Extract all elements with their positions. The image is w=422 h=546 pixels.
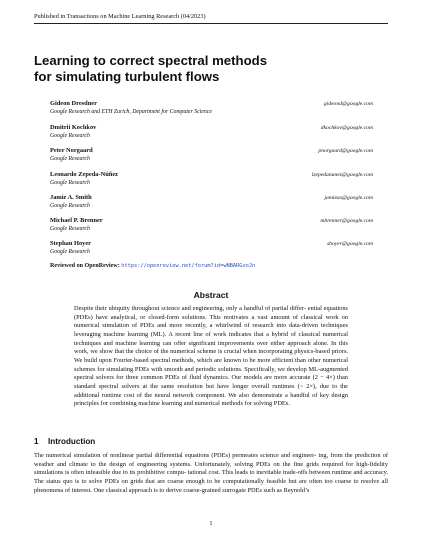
author-name: Gideon Dresdner	[50, 100, 97, 107]
section-number: 1	[34, 437, 39, 446]
abstract-heading: Abstract	[193, 290, 229, 300]
intro-line: The numerical simulation of nonlinear partial differential equations (PDEs) permeates science and engineer-	[34, 452, 317, 459]
paper-title	[34, 53, 267, 84]
section-title: Introduction	[48, 437, 96, 446]
author-email: lzepedanunez@google.com	[311, 172, 373, 178]
abstract-line: of the numerical scheme is crucial when incorporating physics-based priors. We build upon	[74, 348, 348, 364]
abstract-line: schemes for simulating PDEs with smooth and periodic solutions. Specifically, we develop	[74, 365, 309, 373]
page-number: 1	[209, 520, 213, 527]
intro-line: PDEs on the fine grids required for high-fidelity simulations is often infeasible due to its prohibitive compu-	[34, 460, 388, 477]
author-name: Stephan Hoyer	[50, 240, 92, 247]
author-email: pnorgaard@google.com	[318, 148, 373, 154]
author-affiliation: Google Research	[50, 226, 90, 232]
abstract-line: work indicates that a hybrid of classical numerical techniques and machine learning can offer	[74, 330, 348, 347]
author-email: dkochkov@google.com	[320, 125, 373, 131]
author-affiliation: Google Research	[50, 203, 90, 209]
abstract-line: learning and numerical methods for solving PDEs.	[161, 400, 290, 408]
abstract-line: Fourier-based spectral methods, which are known to be more efficient than other numerical	[113, 356, 348, 364]
abstract-line: ential equations (PDEs) have analytical, or closed-form solutions. This motivates a vast	[74, 305, 348, 321]
intro-line: ing, from the prediction of weather and climate to the design of engineering systems. Unfortunately, solving	[34, 452, 388, 468]
intro-line: phenomena of interest. One classical approach is to derive coarse-grained surrogate PDEs such as Reynold’s	[34, 486, 310, 494]
abstract-line: significant improvements over either approach alone. In this work, we show that the choice	[74, 339, 348, 356]
author-affiliation: Google Research	[50, 156, 90, 162]
author-name: Leonardo Zepeda-Núñez	[50, 171, 118, 178]
abstract-line: ML-augmented spectral solvers for three common PDEs of fluid dynamics. Our models	[74, 365, 348, 382]
author-name: Peter Norgaard	[50, 147, 93, 154]
author-email: mbrenner@google.com	[320, 218, 373, 224]
openreview-line	[50, 263, 255, 269]
section-heading	[34, 437, 95, 446]
title-line: for simulating turbulent flows	[34, 68, 220, 84]
author-name: Jamie A. Smith	[50, 194, 92, 201]
abstract-body	[74, 305, 348, 409]
abstract-line: of research into data-driven techniques leveraging machine learning (ML). A recent line of	[74, 322, 348, 338]
author-name: Dmitrii Kochkov	[50, 124, 97, 131]
intro-line: PDEs on grids that are coarse enough to be computationally feasible but are often too coarse to resolve all	[104, 477, 388, 485]
abstract-line: Despite their ubiquity throughout science and engineering, only a handful of partial differ-	[74, 305, 306, 312]
abstract-line: amount of classical work on numerical simulation of PDEs and more recently, a whirlwind	[74, 313, 348, 330]
abstract-line: are more accurate (2 − 4×) than standard spectral solvers at the same resolution but have	[74, 374, 348, 390]
running-header: Published in Transactions on Machine Learning Research (04/2023)	[34, 13, 206, 20]
author-affiliation: Google Research	[50, 133, 90, 139]
author-affiliation: Google Research	[50, 249, 90, 255]
openreview-link[interactable]: https://openreview.net/forum?id=wNBARGxoJn	[121, 263, 256, 269]
abstract-line: longer overall runtimes (~ 2×), due to the additional runtime cost of the neural network	[74, 382, 348, 399]
review-label: Reviewed on OpenReview:	[50, 263, 120, 269]
author-affiliation: Google Research and ETH Zurich, Department for Computer Science	[50, 109, 212, 115]
author-email: shoyer@google.com	[326, 241, 373, 247]
abstract-line: component. We also demonstrate a handful of key design principles for combining machine	[74, 391, 348, 408]
header-rule	[34, 23, 388, 24]
intro-body	[34, 452, 388, 495]
intro-line: tational cost. This leads to inevitable trade-offs between runtime and accuracy. The status quo is to solve	[34, 469, 389, 485]
author-name: Michael P. Brenner	[50, 217, 103, 224]
author-email: jamieas@google.com	[324, 195, 373, 201]
author-email: gideond@google.com	[323, 101, 373, 107]
title-line: Learning to correct spectral methods	[34, 53, 268, 68]
author-affiliation: Google Research	[50, 180, 90, 186]
